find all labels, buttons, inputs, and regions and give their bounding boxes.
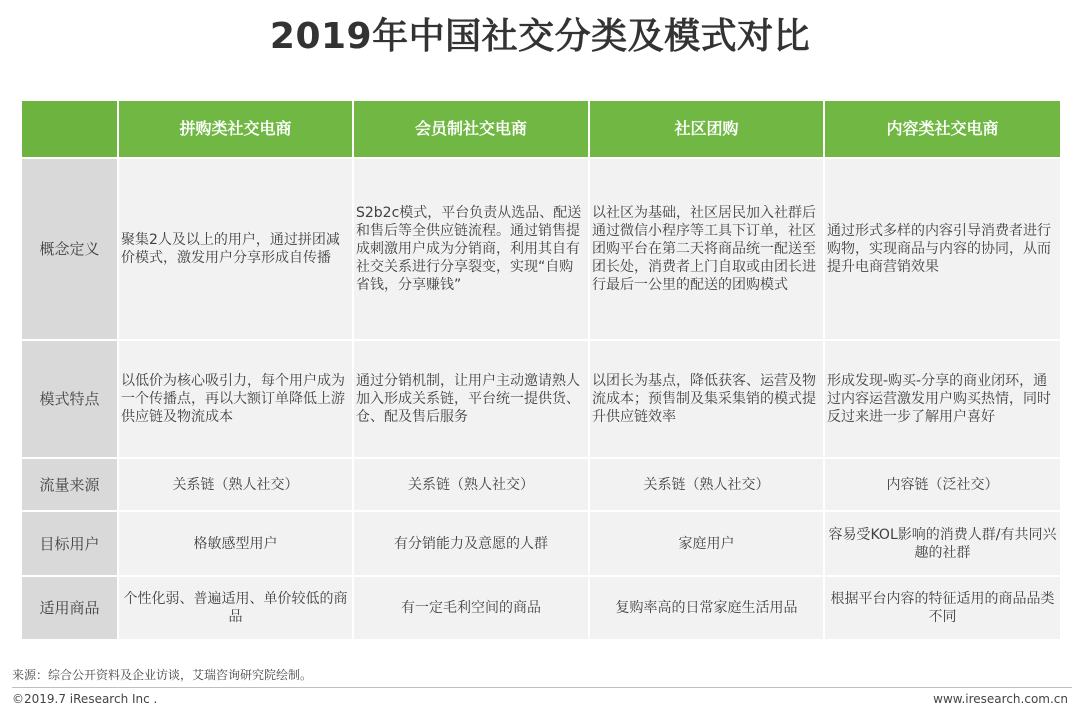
table-cell: 有一定毛利空间的商品 [354, 577, 590, 641]
website-link[interactable]: www.iresearch.com.cn [933, 692, 1068, 706]
table-cell: S2b2c模式，平台负责从选品、配送和售后等全供应链流程。通过销售提成刺激用户成为分销商，利用其自有社交关系进行分享裂变，实现“自购省钱，分享赚钱” [354, 159, 590, 341]
table-cell: 关系链（熟人社交） [354, 459, 590, 512]
table-cell: 关系链（熟人社交） [119, 459, 354, 512]
copyright-text: ©2019.7 iResearch Inc . [12, 692, 158, 706]
table-row [22, 512, 1060, 577]
page-title: 2019年中国社交分类及模式对比 [269, 16, 811, 57]
table-cell: 通过分销机制，让用户主动邀请熟人加入形成关系链，平台统一提供货、仓、配及售后服务 [354, 341, 590, 459]
table-row [22, 341, 1060, 459]
table-cell: 关系链（熟人社交） [590, 459, 825, 512]
table-row [22, 459, 1060, 512]
row-label-concept: 概念定义 [22, 159, 119, 341]
table-cell: 内容链（泛社交） [825, 459, 1060, 512]
row-label-target-users: 目标用户 [22, 512, 119, 577]
table-cell: 容易受KOL影响的消费人群/有共同兴趣的社群 [825, 512, 1060, 577]
header-pingou: 拼购类社交电商 [119, 101, 354, 159]
row-label-applicable-goods: 适用商品 [22, 577, 119, 641]
header-corner-cell [22, 101, 119, 159]
source-note: 来源：综合公开资料及企业访谈，艾瑞咨询研究院绘制。 [12, 668, 313, 682]
table-cell: 根据平台内容的特征适用的商品品类不同 [825, 577, 1060, 641]
table-cell: 个性化弱、普遍适用、单价较低的商品 [119, 577, 354, 641]
table-cell: 以团长为基点，降低获客、运营及物流成本；预售制及集采集销的模式提升供应链效率 [590, 341, 825, 459]
row-label-traffic-source: 流量来源 [22, 459, 119, 512]
header-membership: 会员制社交电商 [354, 101, 590, 159]
comparison-table [22, 101, 1060, 641]
table-cell: 以低价为核心吸引力，每个用户成为一个传播点，再以大额订单降低上游供应链及物流成本 [119, 341, 354, 459]
header-content: 内容类社交电商 [825, 101, 1060, 159]
header-community-group-buy: 社区团购 [590, 101, 825, 159]
table-row [22, 577, 1060, 641]
table-cell: 复购率高的日常家庭生活用品 [590, 577, 825, 641]
table-row [22, 159, 1060, 341]
table-cell: 家庭用户 [590, 512, 825, 577]
footer-divider [12, 687, 1072, 688]
table-cell: 以社区为基础，社区居民加入社群后通过微信小程序等工具下订单，社区团购平台在第二天将商品统一配送至团长处，消费者上门自取或由团长进行最后一公里的配送的团购模式 [590, 159, 825, 341]
table-cell: 形成发现-购买-分享的商业闭环，通过内容运营激发用户购买热情，同时反过来进一步了解用户喜好 [825, 341, 1060, 459]
table-header-row [22, 101, 1060, 159]
table-cell: 有分销能力及意愿的人群 [354, 512, 590, 577]
table-cell: 格敏感型用户 [119, 512, 354, 577]
table-cell: 通过形式多样的内容引导消费者进行购物，实现商品与内容的协同，从而提升电商营销效果 [825, 159, 1060, 341]
table-cell: 聚集2人及以上的用户，通过拼团减价模式，激发用户分享形成自传播 [119, 159, 354, 341]
row-label-features: 模式特点 [22, 341, 119, 459]
